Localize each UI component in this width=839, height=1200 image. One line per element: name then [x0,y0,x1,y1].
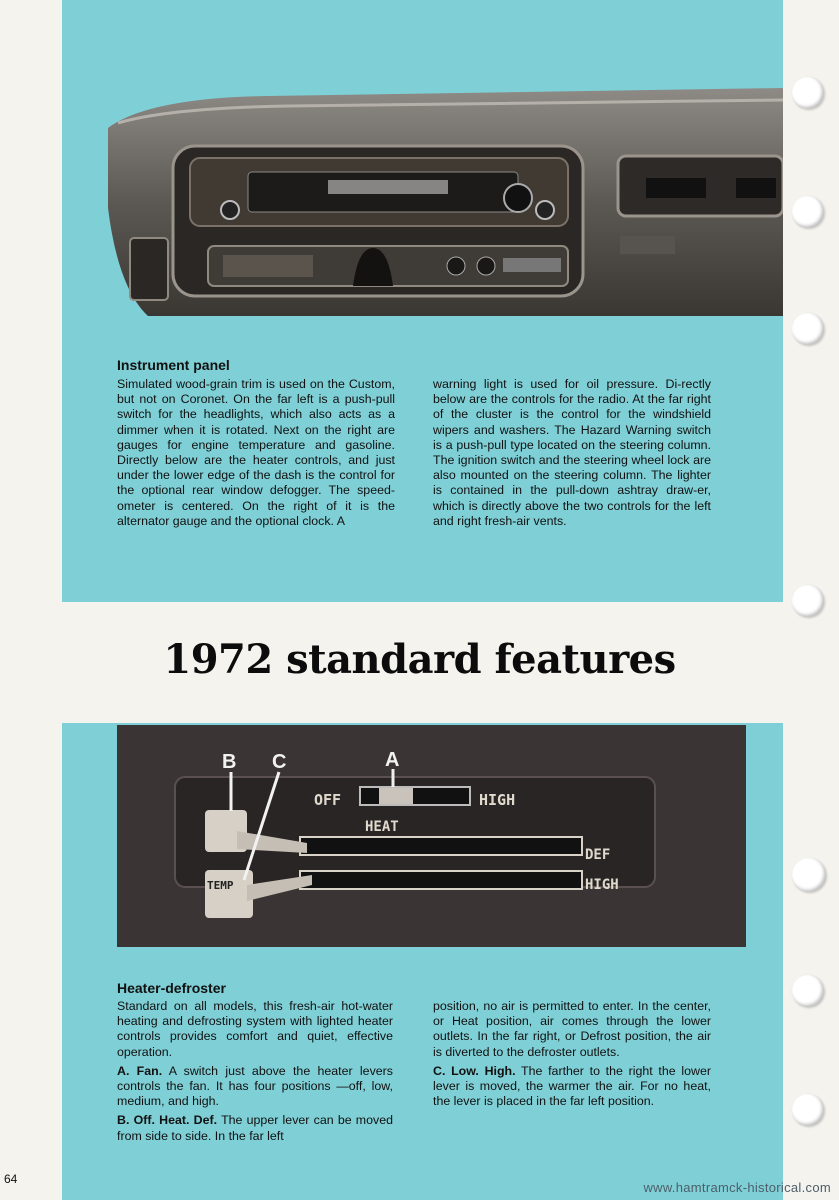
binder-hole [792,975,824,1007]
instrument-panel-text-col1: Simulated wood-grain trim is used on the Custom, but not on Coronet. On the far left is a push-pull switch for the headlights, which also acts as a dimmer when it is rotated. Next on the right are gauges for engine temperature and gasoline. Directly below are the heater controls, and just under the lower edge of the dash is the control for the optional rear window defogger. The speed-ometer is centered. On the right of it is the alternator gauge and the optional clock. A [117,377,395,528]
binder-hole [792,585,824,617]
heater-intro: Standard on all models, this fresh-air hot-water heating and defrosting system with lighted heater controls provides comfort and quiet, effective operation. [117,999,393,1059]
lower-lever-paragraph [433,1064,711,1110]
temp-label: TEMP [207,879,234,892]
lower-lever-text: The farther to the right the lower lever is moved, the warmer the air. For no heat, the lever is placed in the far left position. [433,1063,711,1109]
instrument-panel-text-col2: warning light is used for oil pressure. Di-rectly below are the controls for the radio. At the far right of the cluster is the control for the windshield wipers and washers. The Hazard Warning switch is a push-pull type located on the steering column. The ignition switch and the steering wheel lock are also mounted on the steering column. The lighter is contained in the pull-down ashtray draw-er, which is directly above the two controls for the left and right fresh-air vents. [433,377,711,528]
instrument-panel-title: Instrument panel [117,357,230,373]
fan-paragraph [117,1064,393,1110]
instrument-panel-photo [108,88,783,316]
heat-label: HEAT [365,819,399,835]
heater-defroster-text-col1 [117,999,393,1148]
upper-lever-paragraph [117,1113,393,1143]
upper-lever-paragraph-cont: position, no air is permitted to enter. In the center, or Heat position, air comes through the lower outlets. In the far right, or Defrost position, the air is diverted to the defroster outlets. [433,999,711,1059]
lower-lever-label: C. Low. High. [433,1063,516,1078]
binder-hole [792,77,824,109]
high-label: HIGH [479,791,516,809]
heater-defroster-text-col2 [433,999,711,1113]
page-number: 64 [4,1172,18,1186]
upper-lever-label: B. Off. Heat. Def. [117,1113,218,1128]
label-a: A [385,749,400,771]
heater-controls-photo [117,725,746,947]
watermark: www.hamtramck-historical.com [643,1180,831,1195]
upper-lever-text: The upper lever can be moved from side to side. In the far left [117,1113,394,1143]
label-c: C [272,751,287,773]
label-b: B [222,751,237,773]
off-label: OFF [314,791,342,809]
fan-text: A switch just above the heater levers controls the fan. It has four positions —off, low, medium, and high. [117,1063,393,1109]
page-heading: 1972 standard features [163,636,676,683]
binder-hole [792,1094,824,1126]
fan-label: A. Fan. [117,1063,163,1078]
binder-hole [792,313,824,345]
binder-hole [792,858,826,892]
high-lower-label: HIGH [585,877,619,893]
def-label: DEF [585,847,611,863]
heater-defroster-title: Heater-defroster [117,980,226,996]
binder-hole [792,196,824,228]
